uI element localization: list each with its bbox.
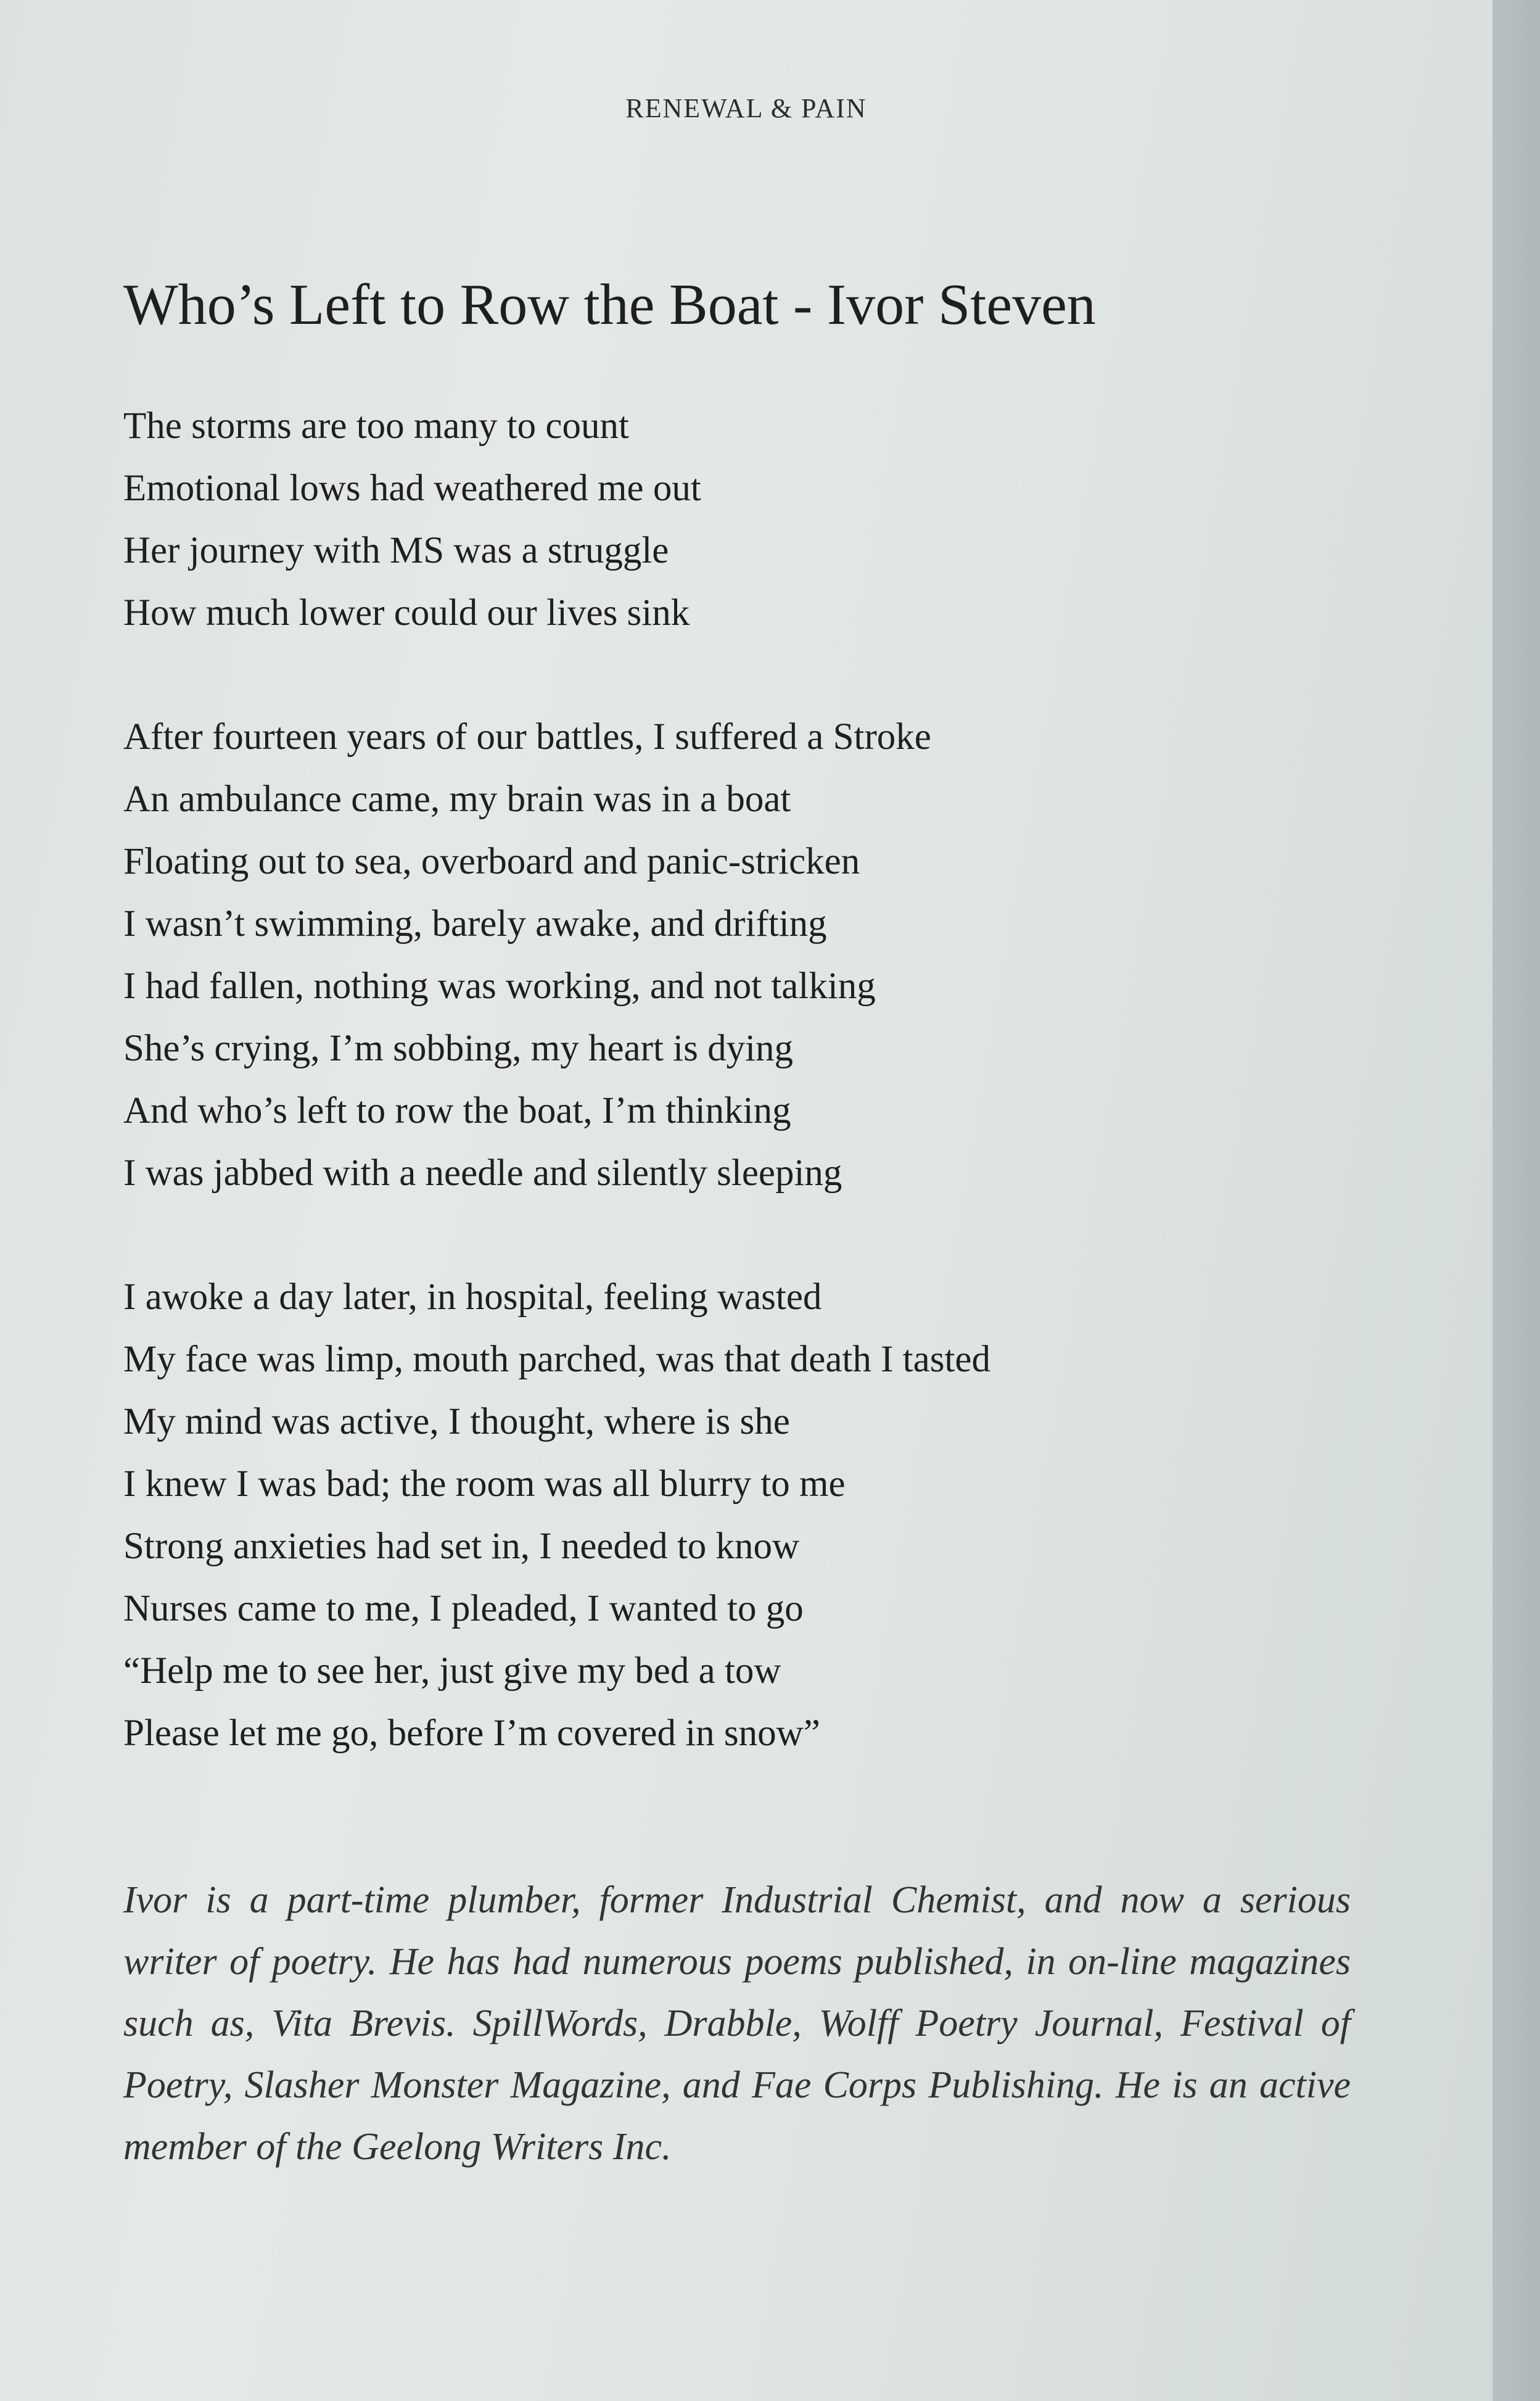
poem-line: My mind was active, I thought, where is she (123, 1401, 790, 1442)
poem-line: I was jabbed with a needle and silently sleeping (123, 1152, 842, 1194)
poem-line: Floating out to sea, overboard and panic-stricken (123, 841, 860, 882)
stanza-1 (123, 395, 1419, 644)
poem-line: Strong anxieties had set in, I needed to know (123, 1526, 800, 1567)
poem-line: I awoke a day later, in hospital, feeling wasted (123, 1276, 822, 1318)
poem-line: Nurses came to me, I pleaded, I wanted to go (123, 1588, 804, 1629)
poem-line: Her journey with MS was a struggle (123, 530, 669, 571)
poem-line: I had fallen, nothing was working, and not talking (123, 965, 876, 1007)
poem-line: “Help me to see her, just give my bed a tow (123, 1650, 781, 1692)
poem-title: Who’s Left to Row the Boat - Ivor Steven (123, 273, 1096, 337)
poem-line: My face was limp, mouth parched, was that death I tasted (123, 1339, 990, 1380)
poem-line: After fourteen years of our battles, I suffered a Stroke (123, 716, 931, 758)
running-head: RENEWAL & PAIN (625, 93, 867, 123)
poem-line: She’s crying, I’m sobbing, my heart is dying (123, 1028, 794, 1069)
stanza-3 (123, 1266, 1419, 1764)
page-edge (1493, 0, 1540, 2401)
author-bio: Ivor is a part-time plumber, former Industrial Chemist, and now a serious writer of poetry. He has had numerous poems published, in on-line magazines such as, Vita Brevis. SpillWords, Drabble, Wolff Poetry Journal, Festival of Poetry, Slasher Monster Magazine, and Fae Corps Publishing. He is an active member of the Geelong Writers Inc. (123, 1879, 1351, 2168)
stanza-2 (123, 706, 1419, 1204)
poem-line: How much lower could our lives sink (123, 592, 690, 634)
poem-line: Please let me go, before I’m covered in snow” (123, 1713, 820, 1754)
poem-line: And who’s left to row the boat, I’m thinking (123, 1090, 791, 1131)
poem-body (123, 395, 1419, 1826)
poem-line: An ambulance came, my brain was in a boat (123, 779, 791, 820)
poem-line: I wasn’t swimming, barely awake, and drifting (123, 903, 827, 944)
poem-line: I knew I was bad; the room was all blurry to me (123, 1463, 846, 1505)
poem-line: Emotional lows had weathered me out (123, 468, 701, 509)
poem-line: The storms are too many to count (123, 405, 629, 447)
